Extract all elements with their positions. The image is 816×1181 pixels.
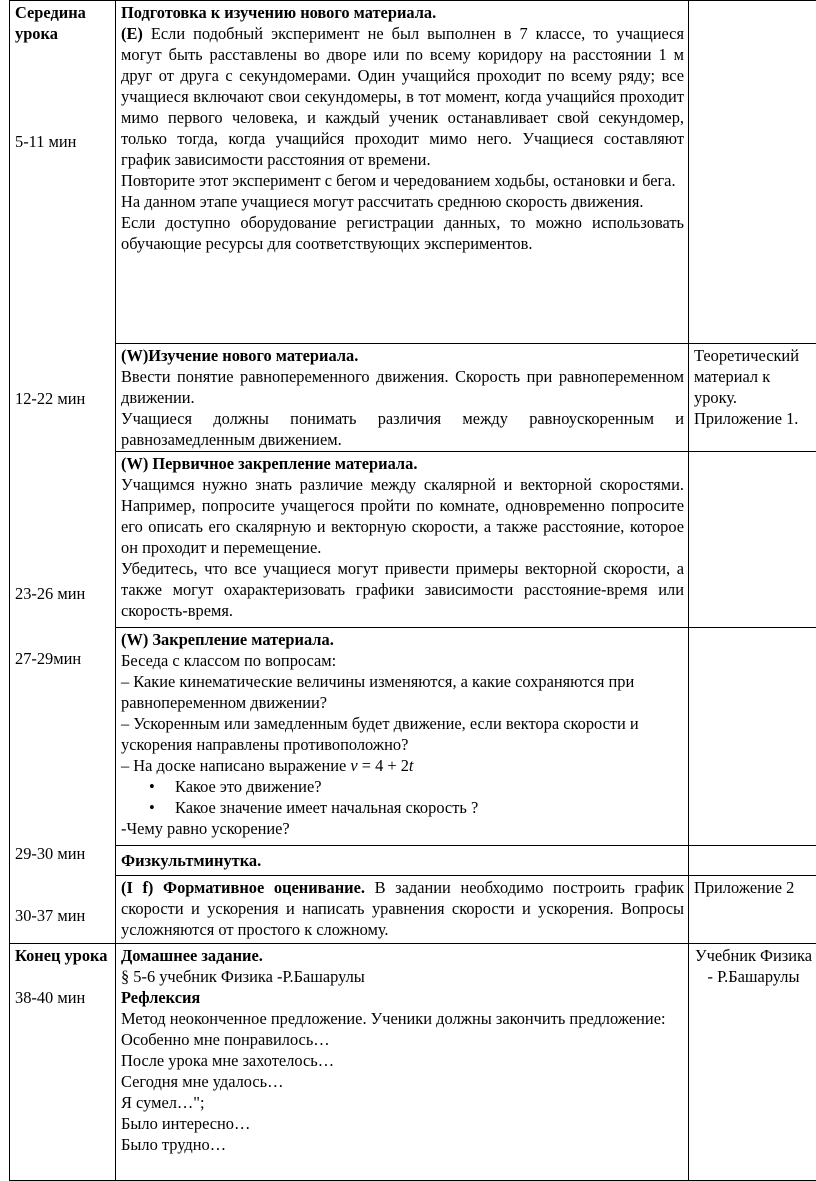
content-cell-primary xyxy=(116,452,689,628)
resource-cell xyxy=(689,1,816,344)
time-label: 5-11 мин xyxy=(15,132,77,151)
paragraph: Повторите этот эксперимент с бегом и чередованием ходьбы, остановки и бега. xyxy=(121,171,676,190)
reflection-line: Сегодня мне удалось… xyxy=(121,1072,284,1091)
reflection-line: Было трудно… xyxy=(121,1135,227,1154)
paragraph: Убедитесь, что все учащиеся могут привести примеры векторной скорости, а также могут охарактеризовать графики зависимости расстояние-время или скорость-время. xyxy=(121,559,684,620)
resource-text: Приложение 2 xyxy=(694,878,795,897)
section-title: (I f) Формативное оценивание. xyxy=(121,878,365,897)
time-label: 29-30 мин xyxy=(15,844,86,863)
reflection-line: Метод неоконченное предложение. Ученики должны закончить предложение: xyxy=(121,1009,666,1028)
section-title: Домашнее задание. xyxy=(121,946,263,965)
question: -Чему равно ускорение? xyxy=(121,819,290,838)
paragraph: Если доступно оборудование регистрации данных, то можно использовать обучающие ресурсы для соответствующих экспериментов. xyxy=(121,213,684,253)
table-row xyxy=(10,344,816,452)
bullet-icon xyxy=(149,797,155,818)
time-label: 30-37 мин xyxy=(15,906,86,925)
paragraph: Учащимся нужно знать различие между скалярной и векторной скоростями. Например, попросите учащегося пройти по комнате, одновременно попросите его описать его скалярную и векторную скорости, а также расстояние, которое он проходит и перемещение. xyxy=(121,475,684,557)
question: – Ускоренным или замедленным будет движение, если вектора скорости и ускорения направлены противоположно? xyxy=(121,714,639,754)
time-label: 12-22 мин xyxy=(15,389,86,408)
formula-variable: t xyxy=(408,756,414,775)
stage-label: Середина урока xyxy=(15,3,86,43)
reflection-line: Особенно мне понравилось… xyxy=(121,1030,330,1049)
paragraph: В задании необходимо построить график скорости и ускорения и написать уравнения скорости и ускорения. Вопросы усложняются от простого к сложному. xyxy=(121,878,684,939)
resource-cell xyxy=(689,846,816,876)
content-cell-study xyxy=(116,344,689,452)
resource-text: Теоретический материал к уроку. Приложение 1. xyxy=(694,346,799,428)
homework-text: § 5-6 учебник Физика -Р.Башарулы xyxy=(121,967,365,986)
time-label: 38-40 мин xyxy=(15,988,86,1007)
formula-variable: v xyxy=(350,756,358,775)
table-row xyxy=(10,944,816,1181)
section-title: Физкультминутка. xyxy=(121,851,262,870)
paragraph: Если подобный эксперимент не был выполнен в 7 классе, то учащиеся могут быть расставлены во дворе или по всему коридору на расстоянии 1 м друг от друга с секундомерами. Один учащийся проходит по всему ряду; все учащиеся включают свои секундомеры, в тот момент, когда учащийся проходит мимо первого человека, и каждый ученик останавливает свой секундомер, только тогда, когда учащийся проходит мимо него. Учащиеся составляют график зависимости расстояния от времени. xyxy=(121,24,684,169)
reflection-line: Я сумел…"; xyxy=(121,1093,205,1112)
activity-tag: (Е) xyxy=(121,24,143,43)
resource-cell xyxy=(689,452,816,628)
bullet-icon xyxy=(149,776,155,797)
content-cell-formative xyxy=(116,876,689,944)
resource-cell xyxy=(689,944,816,1181)
time-label: 23-26 мин xyxy=(15,584,86,603)
section-title: Рефлексия xyxy=(121,988,201,1007)
resource-cell xyxy=(689,344,816,452)
content-cell-pe xyxy=(116,846,689,876)
reflection-line: Было интересно… xyxy=(121,1114,251,1133)
resource-cell xyxy=(689,876,816,944)
formula-expression: = 4 + 2 xyxy=(357,756,409,775)
stage-cell-end xyxy=(10,944,116,1181)
reflection-line: После урока мне захотелось… xyxy=(121,1051,335,1070)
table-row xyxy=(10,846,816,876)
section-title: (W) Первичное закрепление материала. xyxy=(121,454,418,473)
formula-prefix: – На доске написано выражение xyxy=(121,756,351,775)
table-row xyxy=(10,452,816,628)
section-title: (W) Закрепление материала. xyxy=(121,630,334,649)
section-title: Подготовка к изучению нового материала. xyxy=(121,3,437,22)
stage-label: Конец урока xyxy=(15,946,108,965)
table-row xyxy=(10,628,816,846)
bullet-item xyxy=(121,797,684,818)
paragraph: Учащиеся должны понимать различия между равноускоренным и равнозамедленным движением. xyxy=(121,409,684,449)
lesson-plan-table xyxy=(9,0,816,1181)
question xyxy=(121,755,684,776)
table-row xyxy=(10,876,816,944)
content-cell-preparation xyxy=(116,1,689,344)
content-cell-consolidation xyxy=(116,628,689,846)
bullet-text: Какое значение имеет начальная скорость ? xyxy=(175,798,479,817)
resource-cell xyxy=(689,628,816,846)
bullet-text: Какое это движение? xyxy=(175,777,322,796)
paragraph: Ввести понятие равнопеременного движения. Скорость при равнопеременном движении. xyxy=(121,367,684,407)
time-label: 27-29мин xyxy=(15,649,82,668)
bullet-item xyxy=(121,776,684,797)
stage-cell-middle xyxy=(10,1,116,944)
question: – Какие кинематические величины изменяются, а какие сохраняются при равнопеременном движении? xyxy=(121,672,635,712)
paragraph: Беседа с классом по вопросам: xyxy=(121,651,337,670)
content-cell-end xyxy=(116,944,689,1181)
resource-text: Учебник Физика - Р.Башарулы xyxy=(694,946,813,986)
paragraph: На данном этапе учащиеся могут рассчитать среднюю скорость движения. xyxy=(121,192,644,211)
table-row xyxy=(10,1,816,344)
section-title: (W)Изучение нового материала. xyxy=(121,346,359,365)
